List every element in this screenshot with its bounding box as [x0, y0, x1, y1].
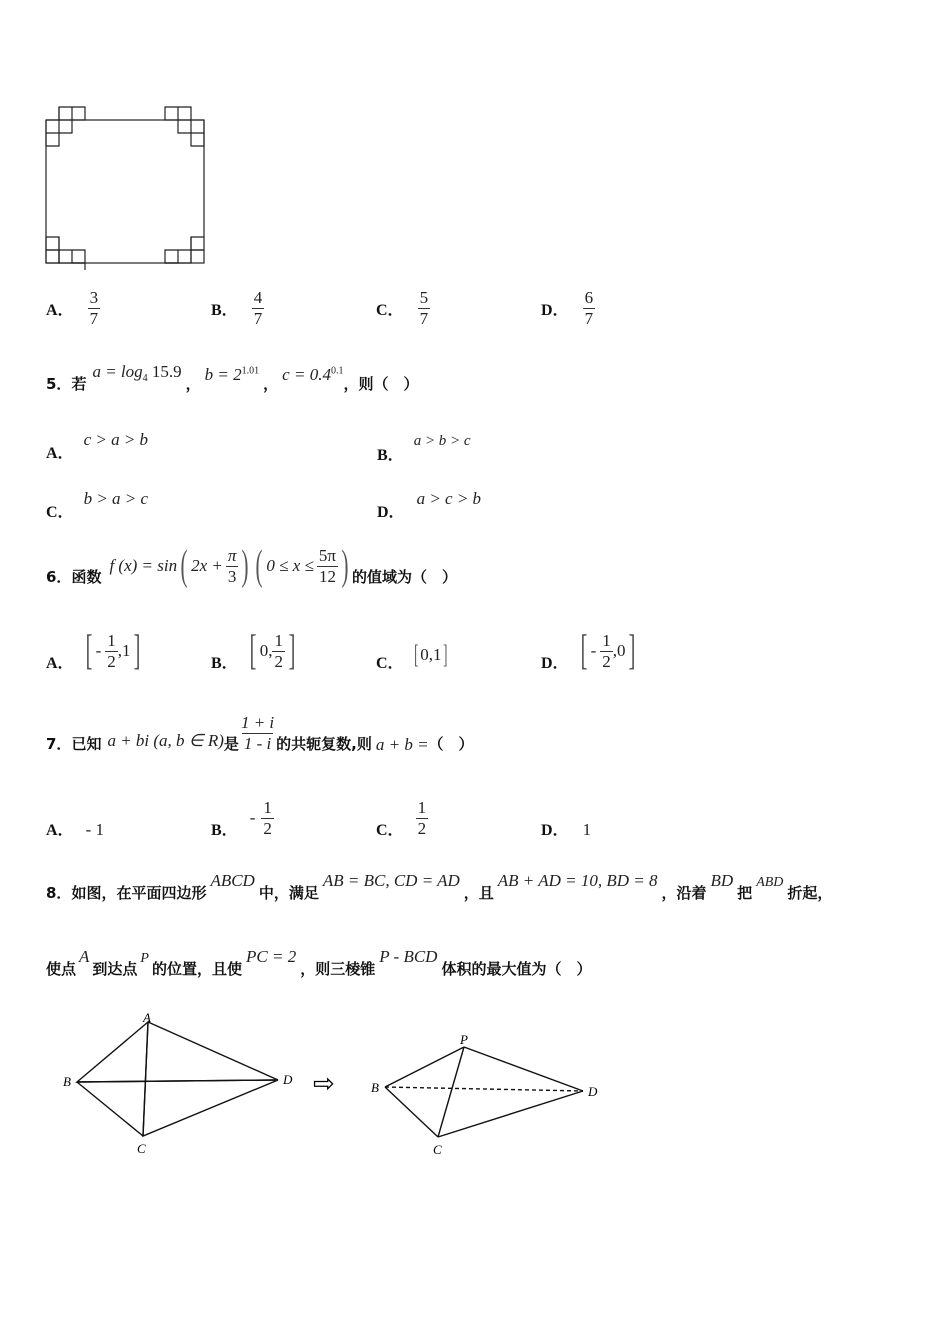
separator: ， [185, 374, 201, 393]
q8-math: AB + AD = 10, BD = 8 [497, 871, 658, 890]
option-text: a > b > c [413, 433, 471, 449]
option-label: A． [46, 301, 74, 319]
option-label: A． [46, 445, 74, 462]
q8-seg: 使点 [46, 960, 77, 978]
q7-option-b[interactable] [211, 798, 376, 838]
quadrilateral-abcd [77, 1022, 278, 1136]
q8-line-2 [46, 947, 592, 979]
q8-math: P [140, 951, 149, 966]
q7-option-c[interactable] [376, 798, 541, 838]
option-label: D． [541, 301, 569, 319]
label-d2: D [588, 1084, 598, 1099]
option-fraction: $\frac{4}{7}$ [253, 288, 263, 328]
option-label: B． [211, 821, 238, 839]
option-fraction: $\frac{5}{7}$ [419, 288, 429, 328]
q8-seg: 折起， [787, 884, 833, 902]
option-fraction: $\frac{6}{7}$ [584, 288, 594, 328]
q8-seg: ，则三棱锥 [300, 960, 376, 978]
question-number: 7． [46, 734, 72, 753]
q8-line-1 [46, 871, 833, 903]
option-label: C． [46, 504, 74, 521]
q8-math: PC = 2 [246, 947, 297, 966]
option-interval: [ 0, $\frac{1}{2}$ ] [249, 628, 296, 674]
q6-option-d[interactable] [541, 630, 706, 672]
label-d: D [283, 1072, 293, 1087]
q8-seg: 的位置，且使 [151, 960, 242, 978]
arrow-icon: ⇨ [313, 1069, 335, 1098]
option-fraction: $\frac{1}{2}$ [263, 798, 272, 838]
q8-seg: ，沿着 [661, 884, 707, 902]
q6-domain: ( 0 ≤ x ≤ $\frac{5\pi}{12}$ ) [255, 543, 349, 589]
option-fraction: $\frac{1}{2}$ [417, 798, 427, 838]
label-c: C [137, 1141, 146, 1156]
q7-option-a[interactable] [46, 807, 211, 840]
label-a: A [143, 1010, 151, 1025]
q8-seg: 体积的最大值为（ ） [441, 960, 592, 978]
q8-seg: 把 [737, 884, 753, 902]
q7-fraction: $\frac{1 + i}{1 - i}$ [240, 713, 275, 753]
option-label: C． [376, 654, 404, 672]
option-interval: [ - $\frac{1}{2}$ ,0 ] [580, 628, 636, 674]
label-p: P [460, 1032, 468, 1047]
option-label: B． [377, 447, 404, 464]
q6-suffix: 的值域为（ ） [351, 567, 457, 586]
q7-expr2: a + b = [375, 735, 429, 755]
q4-option-a[interactable] [46, 288, 211, 328]
q8-math: BD [710, 871, 734, 890]
q8-math: A [79, 947, 90, 966]
option-label: C． [376, 821, 404, 839]
pyramid-pbcd [385, 1047, 583, 1137]
q4-options [46, 288, 766, 328]
q7-option-d[interactable] [541, 807, 706, 840]
q6-stem [46, 545, 457, 587]
separator: ， [263, 374, 279, 393]
option-label: D． [541, 821, 569, 839]
option-interval: [ 0,1 ] [413, 640, 448, 669]
option-label: C． [376, 301, 404, 319]
option-label: A． [46, 654, 74, 672]
q8-seg: ，且 [463, 884, 494, 902]
label-c2: C [433, 1142, 442, 1157]
option-label: B． [211, 654, 238, 672]
option-text: 1 [582, 820, 592, 840]
q8-seg: 中，满足 [258, 884, 319, 902]
q6-argument: ( 2x + $\frac{\pi}{3}$ ) [180, 543, 249, 589]
q4-grid-figure [40, 100, 215, 270]
q8-math: ABCD [210, 871, 255, 890]
q5-option-a[interactable] [46, 428, 149, 462]
option-sign: - [249, 808, 256, 828]
q4-option-c[interactable] [376, 288, 541, 328]
option-label: A． [46, 821, 74, 839]
q7-expr: a + bi (a, b ∈ R) [107, 731, 224, 751]
q5-expr-a: $a = \log_4 15.9$ [92, 362, 182, 385]
option-label: D． [377, 504, 405, 521]
label-b: B [63, 1074, 71, 1089]
q5-suffix: ，则（ ） [343, 374, 419, 393]
q5-prefix: 若 [71, 374, 87, 393]
option-text: - 1 [85, 820, 104, 840]
label-b2: B [371, 1080, 379, 1095]
q5-expr-c: $c = 0.4^{0.1}$ [282, 365, 344, 385]
q8-seg: 到达点 [92, 960, 138, 978]
q8-figure [55, 1010, 615, 1160]
q6-prefix: 函数 [71, 567, 102, 586]
q7-suffix: （ ） [428, 734, 474, 753]
q7-mid: 是 [223, 734, 239, 753]
option-fraction: $\frac{3}{7}$ [89, 288, 99, 328]
question-number: 5． [46, 374, 72, 393]
q5-expr-b: $b = 2^{1.01}$ [204, 365, 260, 385]
q5-option-b[interactable] [377, 430, 471, 464]
option-text: b > a > c [83, 488, 149, 508]
q7-prefix: 已知 [71, 734, 102, 753]
q7-tail: 的共轭复数,则 [276, 734, 372, 753]
question-number: 6． [46, 567, 72, 586]
q6-option-b[interactable] [211, 630, 376, 672]
option-text: a > c > b [416, 488, 482, 508]
q4-option-b[interactable] [211, 288, 376, 328]
q8-math: ABD [756, 875, 784, 890]
q8-math: AB = BC, CD = AD [322, 871, 460, 890]
option-label: D． [541, 654, 569, 672]
q5-option-c[interactable] [46, 487, 149, 521]
option-label: B． [211, 301, 238, 319]
q8-math: P - BCD [379, 947, 438, 966]
q4-option-d[interactable] [541, 288, 706, 328]
option-interval: [ - $\frac{1}{2}$ ,1 ] [85, 628, 141, 674]
q6-option-c[interactable] [376, 638, 541, 672]
q5-option-d[interactable] [377, 487, 482, 521]
q7-stem [46, 713, 474, 753]
question-number: 8． [46, 884, 72, 902]
q7-options [46, 798, 766, 838]
q6-func: f (x) = sin [109, 556, 178, 575]
q5-stem [46, 362, 419, 394]
q8-seg: 如图，在平面四边形 [71, 884, 207, 902]
q6-option-a[interactable] [46, 630, 211, 672]
option-text: c > a > b [83, 429, 149, 449]
q6-options [46, 630, 766, 672]
